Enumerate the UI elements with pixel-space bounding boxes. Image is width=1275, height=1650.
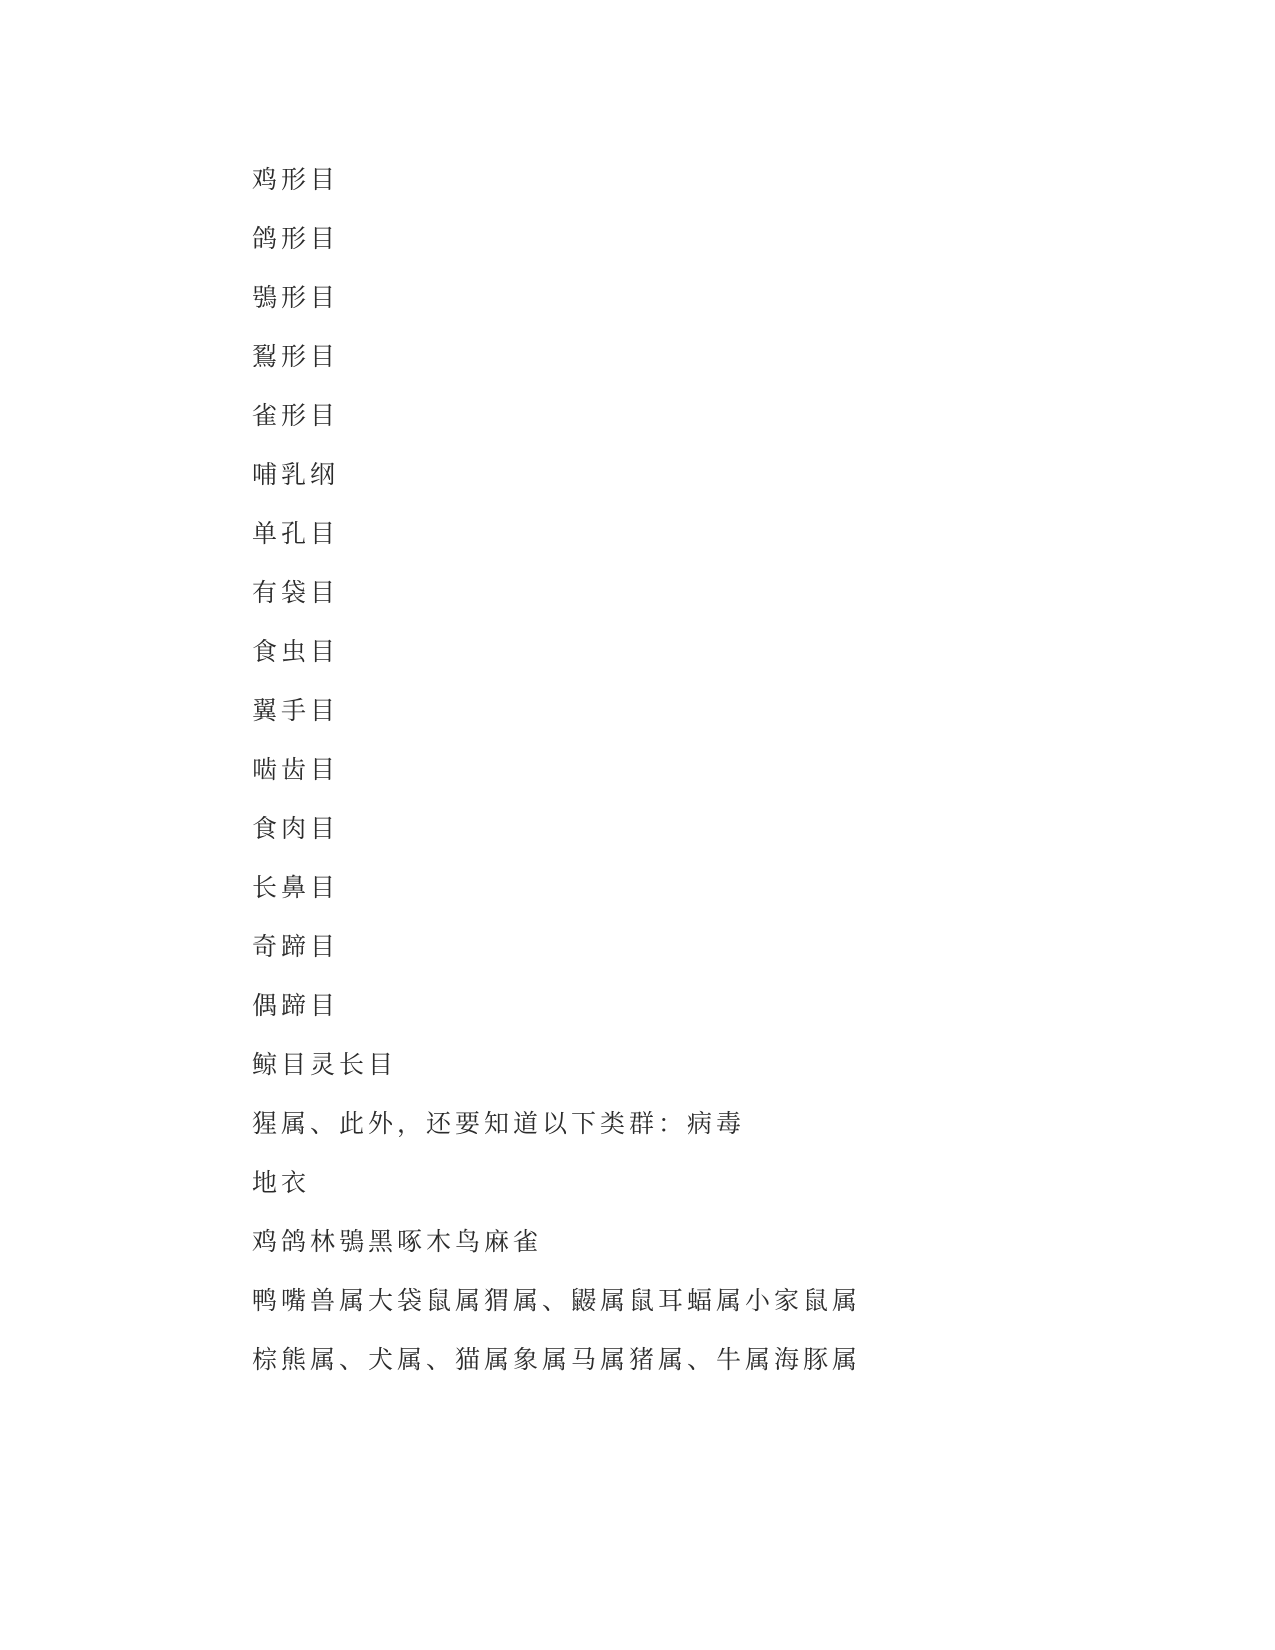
text-line: 鸽形目 [252, 224, 340, 253]
text-line: 哺乳纲 [252, 460, 340, 489]
text-line: 食肉目 [252, 814, 340, 843]
text-line: 翼手目 [252, 696, 340, 725]
text-line: 长鼻目 [252, 873, 340, 902]
text-line: 奇蹄目 [252, 932, 340, 961]
taxonomy-list [252, 162, 1052, 1401]
text-line: 鴷形目 [252, 342, 340, 371]
text-line: 鲸目灵长目 [252, 1050, 398, 1079]
text-line: 鴞形目 [252, 283, 340, 312]
text-line: 棕熊属、犬属、猫属象属马属猪属、牛属海豚属 [252, 1345, 862, 1374]
text-line: 地衣 [252, 1168, 311, 1197]
text-line: 鸡鸽林鴞黑啄木鸟麻雀 [252, 1227, 543, 1256]
text-line: 啮齿目 [252, 755, 340, 784]
text-line: 食虫目 [252, 637, 340, 666]
text-line: 偶蹄目 [252, 991, 340, 1020]
text-line: 猩属、此外，还要知道以下类群：病毒 [252, 1109, 746, 1138]
text-line: 雀形目 [252, 401, 340, 430]
text-line: 单孔目 [252, 519, 340, 548]
text-line: 鸡形目 [252, 165, 340, 194]
text-line: 有袋目 [252, 578, 340, 607]
text-line: 鸭嘴兽属大袋鼠属猬属、鼹属鼠耳蝠属小家鼠属 [252, 1286, 862, 1315]
